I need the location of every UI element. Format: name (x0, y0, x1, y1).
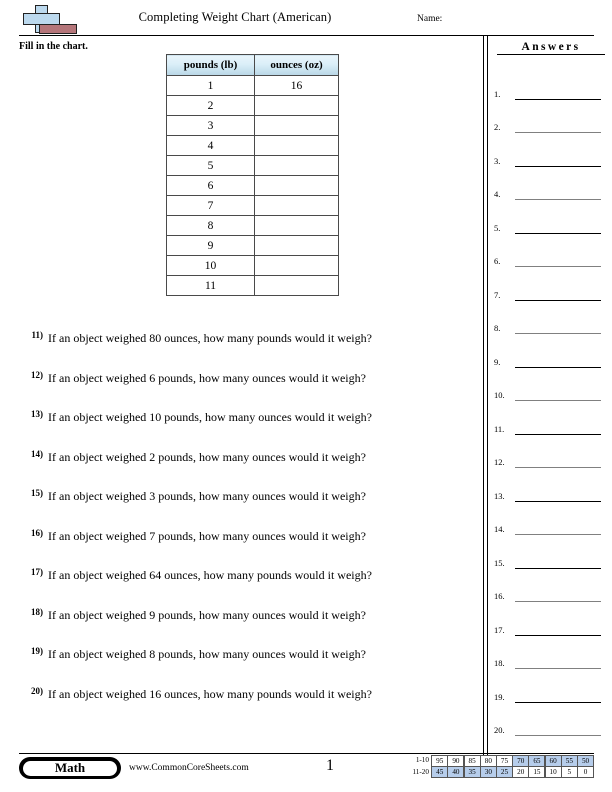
answer-item (494, 74, 606, 108)
cell-pounds: 1 (167, 76, 255, 96)
column-header-pounds: pounds (lb) (167, 55, 255, 76)
cell-ounces[interactable] (255, 276, 339, 296)
question-item (19, 370, 469, 410)
score-cell: 45 (431, 766, 448, 778)
question-text: If an object weighed 10 pounds, how many ounces would it weigh? (48, 410, 372, 424)
question-number: 15) (31, 488, 43, 498)
question-item (19, 330, 469, 370)
page-number: 1 (326, 757, 334, 774)
question-text: If an object weighed 7 pounds, how many ounces would it weigh? (48, 528, 366, 543)
question-item (19, 607, 469, 647)
answer-write-line[interactable] (515, 434, 601, 435)
answer-item (494, 208, 606, 242)
cell-pounds: 8 (167, 216, 255, 236)
cell-ounces[interactable] (255, 116, 339, 136)
answer-write-line[interactable] (515, 99, 601, 100)
question-item (19, 409, 469, 449)
answers-list (494, 74, 606, 744)
score-cell: 75 (496, 755, 513, 767)
cell-ounces[interactable] (255, 156, 339, 176)
score-grid (401, 755, 594, 778)
table-row (167, 156, 339, 176)
answer-write-line[interactable] (515, 233, 601, 234)
logo-red-bar (39, 24, 77, 34)
answer-write-line[interactable] (515, 735, 601, 736)
cell-ounces[interactable] (255, 216, 339, 236)
answer-number: 2. (494, 122, 501, 132)
answer-write-line[interactable] (515, 166, 601, 167)
answer-item (494, 342, 606, 376)
cell-pounds: 7 (167, 196, 255, 216)
cell-ounces[interactable]: 16 (255, 76, 339, 96)
question-number: 20) (31, 685, 43, 696)
answer-item (494, 175, 606, 209)
table-row (167, 96, 339, 116)
score-cell: 85 (464, 755, 481, 767)
answer-write-line[interactable] (515, 501, 601, 502)
question-number: 17) (31, 567, 43, 577)
cell-ounces[interactable] (255, 176, 339, 196)
score-row-1-label: 1-10 (415, 756, 429, 764)
score-cell: 90 (447, 755, 464, 767)
answer-item (494, 309, 606, 343)
cell-pounds: 5 (167, 156, 255, 176)
answer-number: 5. (494, 222, 501, 233)
answer-write-line[interactable] (515, 702, 601, 703)
question-item (19, 567, 469, 607)
answer-item (494, 510, 606, 544)
question-number: 19) (31, 646, 43, 656)
question-text: If an object weighed 16 ounces, how many pounds would it weigh? (48, 686, 372, 701)
score-cell: 60 (545, 755, 562, 767)
answer-write-line[interactable] (515, 668, 601, 669)
instruction-text: Fill in the chart. (19, 41, 88, 52)
answer-number: 1. (494, 88, 501, 99)
answer-item (494, 711, 606, 745)
answer-item (494, 476, 606, 510)
cell-pounds: 11 (167, 276, 255, 296)
answer-number: 4. (494, 189, 501, 199)
question-number: 11) (31, 330, 43, 340)
score-cell: 55 (561, 755, 578, 767)
answer-number: 19. (494, 691, 505, 702)
answer-number: 17. (494, 624, 505, 635)
question-text: If an object weighed 2 pounds, how many ounces would it weigh? (48, 449, 366, 464)
answer-item (494, 443, 606, 477)
answer-write-line[interactable] (515, 568, 601, 569)
table-header-row (167, 55, 339, 76)
cell-ounces[interactable] (255, 256, 339, 276)
question-item (19, 488, 469, 528)
answer-number: 18. (494, 658, 505, 668)
score-grid-row-2 (401, 767, 594, 779)
answer-write-line[interactable] (515, 400, 601, 401)
answer-number: 6. (494, 256, 501, 266)
question-text: If an object weighed 8 pounds, how many ounces would it weigh? (48, 647, 366, 661)
column-header-ounces: ounces (oz) (255, 55, 339, 76)
question-text: If an object weighed 9 pounds, how many ounces would it weigh? (48, 607, 366, 622)
score-cell: 0 (577, 766, 594, 778)
answers-heading: Answers (497, 41, 605, 55)
page-header (0, 0, 612, 36)
cell-pounds: 6 (167, 176, 255, 196)
answer-number: 10. (494, 390, 505, 400)
cell-pounds: 2 (167, 96, 255, 116)
question-number: 13) (31, 409, 43, 419)
answer-number: 12. (494, 457, 505, 467)
score-row-2-label: 11-20 (412, 767, 429, 776)
score-cell: 25 (496, 766, 513, 778)
answer-item (494, 409, 606, 443)
weight-chart-table (166, 54, 339, 296)
table-row (167, 196, 339, 216)
answer-item (494, 610, 606, 644)
answer-write-line[interactable] (515, 132, 601, 133)
question-number: 16) (31, 527, 43, 538)
answer-number: 15. (494, 557, 505, 568)
answers-column-divider-inner (487, 36, 488, 758)
table-row (167, 256, 339, 276)
cell-ounces[interactable] (255, 196, 339, 216)
answer-item (494, 577, 606, 611)
cell-ounces[interactable] (255, 236, 339, 256)
answer-item (494, 275, 606, 309)
table-row (167, 276, 339, 296)
answer-item (494, 677, 606, 711)
score-cell: 10 (545, 766, 562, 778)
cell-pounds: 10 (167, 256, 255, 276)
cell-ounces[interactable] (255, 96, 339, 116)
cell-ounces[interactable] (255, 136, 339, 156)
table-row (167, 136, 339, 156)
question-item (19, 528, 469, 568)
score-cell: 20 (512, 766, 529, 778)
score-cell: 95 (431, 755, 448, 767)
header-divider (19, 35, 594, 36)
question-number: 12) (31, 369, 43, 380)
question-text: If an object weighed 64 ounces, how many pounds would it weigh? (48, 568, 372, 582)
score-cell: 15 (528, 766, 545, 778)
footer-divider (19, 753, 594, 754)
score-cell: 50 (577, 755, 594, 767)
score-cell: 5 (561, 766, 578, 778)
question-item (19, 646, 469, 686)
score-cell: 35 (464, 766, 481, 778)
cell-pounds: 3 (167, 116, 255, 136)
question-text: If an object weighed 3 pounds, how many ounces would it weigh? (48, 489, 366, 503)
question-item (19, 449, 469, 489)
answer-item (494, 141, 606, 175)
answers-column-divider-outer (483, 36, 484, 758)
cell-pounds: 9 (167, 236, 255, 256)
score-cell: 80 (480, 755, 497, 767)
answer-write-line[interactable] (515, 601, 601, 602)
questions-list (19, 330, 469, 725)
question-text: If an object weighed 6 pounds, how many ounces would it weigh? (48, 370, 366, 385)
answer-number: 11. (494, 423, 505, 434)
question-number: 18) (31, 606, 43, 617)
answer-item (494, 543, 606, 577)
table-row (167, 76, 339, 96)
answer-write-line[interactable] (515, 467, 601, 468)
site-url-text: www.CommonCoreSheets.com (129, 763, 249, 773)
answer-write-line[interactable] (515, 534, 601, 535)
answer-item (494, 376, 606, 410)
question-text: If an object weighed 80 ounces, how many pounds would it weigh? (48, 331, 372, 345)
page-title: Completing Weight Chart (American) (138, 10, 332, 24)
score-cell: 70 (512, 755, 529, 767)
answer-number: 16. (494, 591, 505, 601)
score-cell: 65 (528, 755, 545, 767)
answer-number: 9. (494, 356, 501, 367)
answer-number: 7. (494, 289, 501, 300)
cell-pounds: 4 (167, 136, 255, 156)
answer-number: 13. (494, 490, 505, 501)
answer-number: 3. (494, 155, 501, 166)
table-row (167, 236, 339, 256)
question-number: 14) (31, 448, 43, 459)
table-row (167, 176, 339, 196)
answer-item (494, 108, 606, 142)
question-item (19, 686, 469, 726)
answer-write-line[interactable] (515, 199, 601, 200)
table-row (167, 116, 339, 136)
answer-write-line[interactable] (515, 367, 601, 368)
answer-item (494, 644, 606, 678)
answer-write-line[interactable] (515, 266, 601, 267)
score-cell: 40 (447, 766, 464, 778)
answer-write-line[interactable] (515, 333, 601, 334)
score-cell: 30 (480, 766, 497, 778)
answer-number: 8. (494, 323, 501, 333)
answer-write-line[interactable] (515, 635, 601, 636)
answer-item (494, 242, 606, 276)
name-field-label: Name: (417, 14, 443, 24)
answer-number: 14. (494, 524, 505, 534)
answer-write-line[interactable] (515, 300, 601, 301)
subject-badge-label: Math (23, 761, 117, 776)
subject-badge (19, 757, 121, 779)
answer-number: 20. (494, 725, 505, 735)
table-row (167, 216, 339, 236)
